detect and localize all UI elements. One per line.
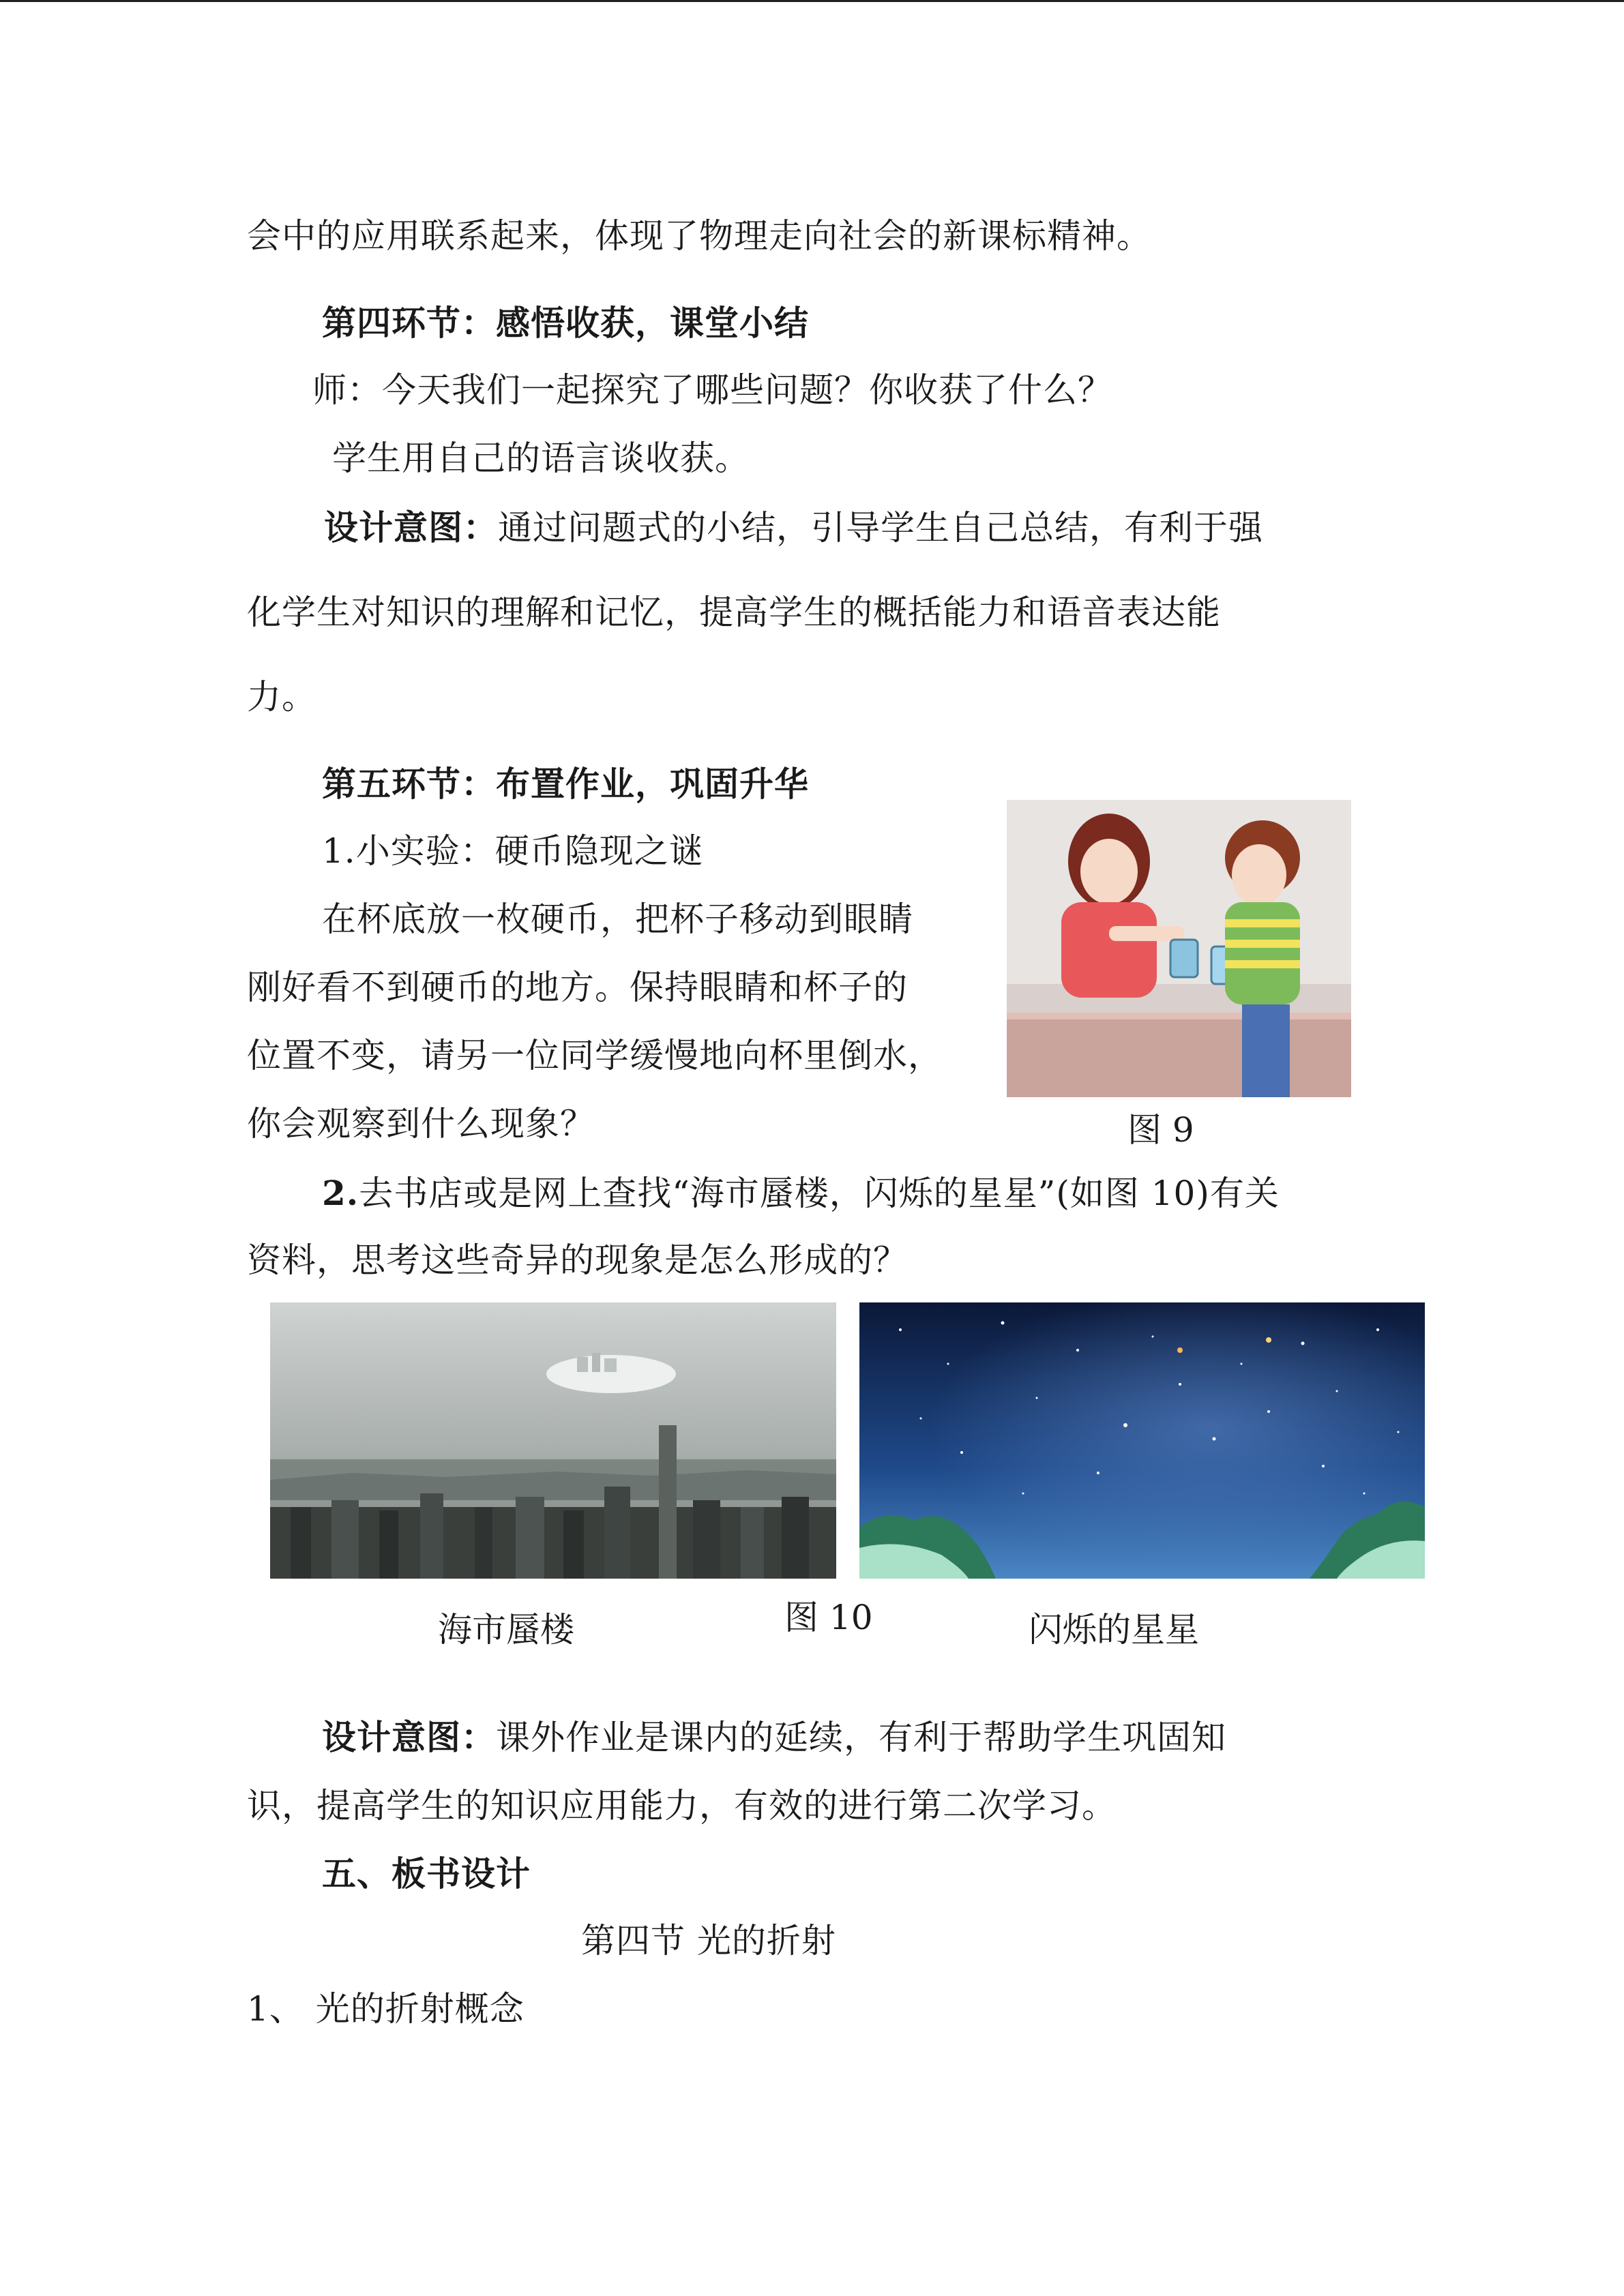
stars-caption: 闪烁的星星 xyxy=(1029,1610,1199,1650)
figure-10-caption: 图 10 xyxy=(784,1598,873,1637)
design-intent-1-line-1 xyxy=(324,506,1263,550)
design-intent-2-line-2: 识，提高学生的知识应用能力，有效的进行第二次学习。 xyxy=(247,1786,1117,1825)
teacher-question: 师：今天我们一起探究了哪些问题？你收获了什么？ xyxy=(312,370,1112,410)
homework-1-line-3: 位置不变，请另一位同学缓慢地向杯里倒水， xyxy=(247,1036,943,1075)
design-intent-label: 设计意图： xyxy=(322,1717,496,1757)
homework-2-line-1 xyxy=(322,1172,1280,1215)
homework-2-text: 去书店或是网上查找“海市蜃楼，闪烁的星星”(如图 10)有关 xyxy=(359,1174,1280,1213)
board-item-1: 1、 光的折射概念 xyxy=(247,1989,525,2029)
homework-1-line-2: 刚好看不到硬币的地方。保持眼睛和杯子的 xyxy=(247,968,908,1007)
design-intent-2-line-1 xyxy=(322,1716,1226,1759)
figure-9-coin-experiment-illustration xyxy=(1007,800,1351,1097)
homework-1-title: 1.小实验：硬币隐现之谜 xyxy=(322,831,704,871)
design-intent-text: 课外作业是课内的延续，有利于帮助学生巩固知 xyxy=(496,1718,1226,1757)
heading-board-design: 五、板书设计 xyxy=(322,1853,531,1894)
paragraph-continuation: 会中的应用联系起来，体现了物理走向社会的新课标精神。 xyxy=(247,216,1151,256)
design-intent-1-line-3: 力。 xyxy=(247,677,316,717)
heading-section-4: 第四环节：感悟收获，课堂小结 xyxy=(322,303,809,343)
figure-9-caption: 图 9 xyxy=(1127,1110,1194,1150)
student-response: 学生用自己的语言谈收获。 xyxy=(332,438,750,478)
homework-1-line-4: 你会观察到什么现象？ xyxy=(247,1104,595,1144)
board-title: 第四节 光的折射 xyxy=(581,1921,836,1960)
design-intent-label: 设计意图： xyxy=(324,507,498,548)
mirage-caption: 海市蜃楼 xyxy=(438,1610,574,1650)
homework-2-line-2: 资料，思考这些奇异的现象是怎么形成的？ xyxy=(247,1240,908,1280)
design-intent-text: 通过问题式的小结，引导学生自己总结，有利于强 xyxy=(498,508,1263,548)
starry-sky-photo xyxy=(859,1302,1425,1579)
design-intent-1-line-2: 化学生对知识的理解和记忆，提高学生的概括能力和语音表达能 xyxy=(247,593,1221,632)
homework-2-number: 2. xyxy=(322,1173,359,1213)
page-top-border xyxy=(0,0,1624,2)
heading-section-5: 第五环节：布置作业，巩固升华 xyxy=(322,764,809,804)
homework-1-line-1: 在杯底放一枚硬币，把杯子移动到眼睛 xyxy=(322,899,913,939)
mirage-photo xyxy=(270,1302,836,1579)
